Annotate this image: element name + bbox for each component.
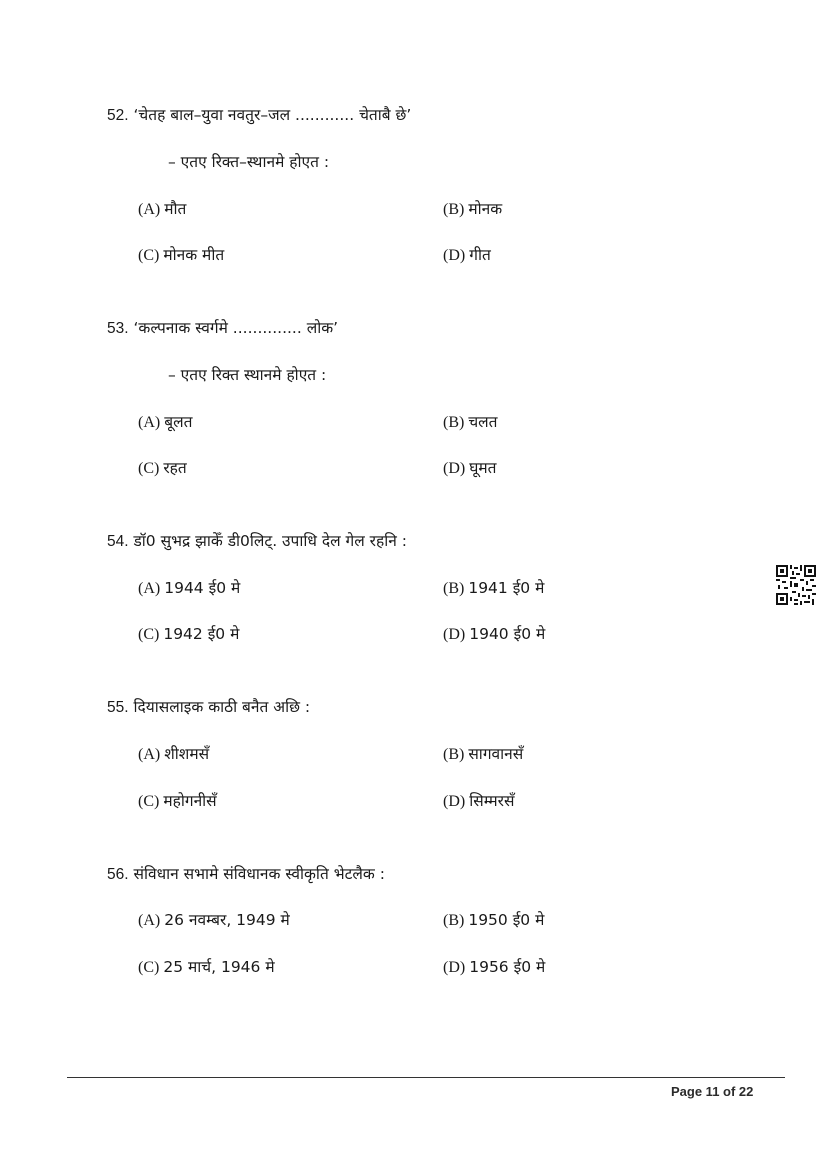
option-c: (C) मोनक मीत [138, 246, 225, 264]
qr-code-icon [776, 565, 816, 605]
question-text: संविधान सभामे संविधानक स्वीकृति भेटलैक : [133, 865, 385, 883]
option-b: (B) मोनक [443, 200, 503, 218]
question-text: ‘कल्पनाक स्वर्गमे .............. लोक’ [133, 319, 339, 337]
question-53 [107, 316, 338, 338]
question-56 [107, 862, 385, 884]
page-number: Page 11 of 22 [671, 1084, 754, 1099]
option-b: (B) चलत [443, 413, 498, 431]
option-c: (C) 1942 ई0 मे [138, 625, 240, 643]
option-d: (D) घूमत [443, 459, 497, 477]
option-a: (A) 26 नवम्बर, 1949 मे [138, 911, 290, 929]
question-number: 55. [107, 699, 129, 716]
question-number: 54. [107, 533, 129, 550]
option-a: (A) मौत [138, 200, 187, 218]
option-d: (D) गीत [443, 246, 491, 264]
question-instruction: – एतए रिक्त–स्थानमे होएत : [168, 153, 330, 171]
question-55 [107, 695, 310, 717]
question-54 [107, 529, 407, 551]
option-a: (A) शीशमसँ [138, 745, 210, 763]
question-number: 56. [107, 866, 129, 883]
footer-divider [67, 1077, 785, 1078]
question-text: ‘चेतह बाल–युवा नवतुर–जल ............ चेताबै छे’ [133, 106, 412, 124]
option-c: (C) महोगनीसँ [138, 792, 217, 810]
option-d: (D) 1956 ई0 मे [443, 958, 546, 976]
option-a: (A) बूलत [138, 413, 193, 431]
question-52 [107, 103, 411, 125]
option-a: (A) 1944 ई0 मे [138, 579, 241, 597]
question-text: डॉ0 सुभद्र झाकेँ डी0लिट्. उपाधि देल गेल रहनि : [133, 532, 408, 550]
question-instruction: – एतए रिक्त स्थानमे होएत : [168, 366, 327, 384]
option-b: (B) 1950 ई0 मे [443, 911, 545, 929]
question-number: 52. [107, 107, 129, 124]
option-d: (D) 1940 ई0 मे [443, 625, 546, 643]
option-c: (C) 25 मार्च, 1946 मे [138, 958, 275, 976]
question-text: दियासलाइक काठी बनैत अछि : [133, 698, 311, 716]
option-b: (B) सागवानसँ [443, 745, 524, 763]
option-b: (B) 1941 ई0 मे [443, 579, 545, 597]
question-number: 53. [107, 320, 129, 337]
option-d: (D) सिम्मरसँ [443, 792, 515, 810]
option-c: (C) रहत [138, 459, 187, 477]
